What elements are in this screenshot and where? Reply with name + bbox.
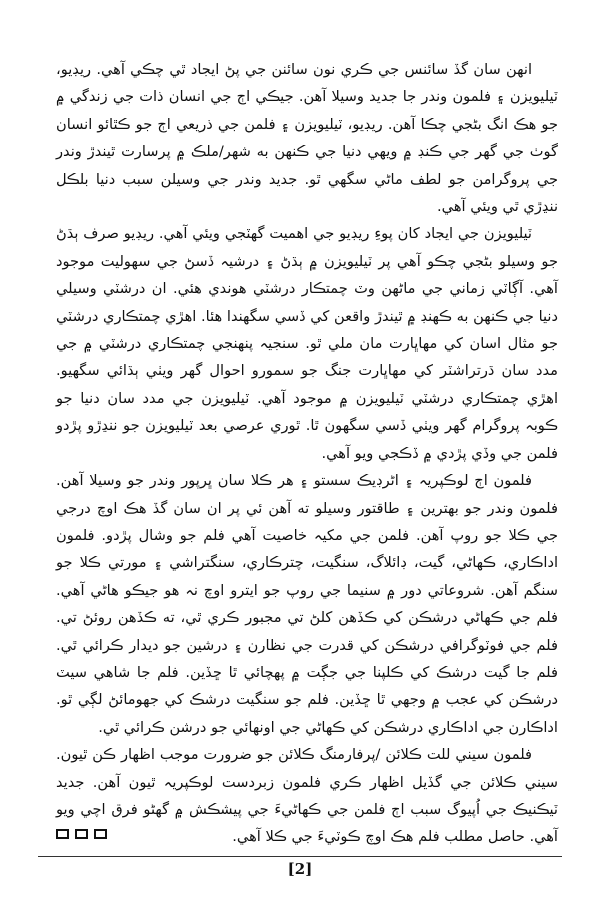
- paragraph-3: فلمون اڄ لوڪپريہ ۽ اڻرڊيڪ سستو ۽ هر ڪلا سان ڀرپور وندر جو وسيلا آهن. فلمون وندر جو بهترين ۽ طاقتور وسيلو ته آهن ئي پر ان سان گڏ هڪ اوچ درجي جي ڪلا جو روپ آهن. فلمن جي مکيہ خاصيت آهي فلم جو وشال پڙدو. فلمون اداڪاري، ڪهاڻي، گيت، ڊائلاگ، سنگيت، چترڪاري، سنگتراشي ۽ مورتي ڪلا جو سنگم آهن. شروعاتي دور ۾ سنيما جي روپ جو ايترو اوچ نہ هو جيڪو هاڻي آهي. فلم جي ڪهاڻي درشڪن کي ڪڏهن کلڻ تي مجبور ڪري ٿي، ته ڪڏهن روئڻ تي. فلم جي فوٽوگرافي درشڪن کي قدرت جي نظارن ۽ درشين جو ديدار ڪرائي ٿي. فلم جا گيت درشڪ کي ڪلپنا جي جڳت ۾ پهچائي ٿا ڇڏين. فلم جا شاهي سيٽ درشڪن کي عجب ۾ وجهي ٿا ڇڏين. فلم جو سنگيت درشڪ کي جهومائڻ لڳي ٿو. اداڪارن جي اداڪاري درشڪن کي ڪهاڻي جي اونهائي جو درشن ڪرائي ٿي.: [56, 472, 558, 736]
- page-number: [2]: [287, 860, 313, 878]
- square-icon: [75, 829, 88, 839]
- body-text: [56, 56, 558, 846]
- paragraph-2: ٽيليويزن جي ايجاد کان پوءِ ريڊيو جي اهميت گهٽجي ويئي آهي. ريڊيو صرف ٻڌڻ جو وسيلو بڻجي چڪو آهي پر ٽيليويزن ۾ ٻڌڻ ۽ درشيہ ڏسڻ جي سهوليت موجود آهي. آڳاٽي زماني جي ماڻهن وٽ چمتڪار درشٽي هوندي هئي. ان درشٽي وسيلي دنيا جي ڪنهن به ڪهنڊ ۾ ٿيندڙ واقعن کي ڏسي سگهندا هئا. اهڙي چمتڪاري درشٽي جو مثال اسان کي مهاڀارت مان ملي ٿو. سنجيہ پنهنجي چمتڪاري درشٽي ۾ جي مدد سان ڌرتراشٽر کي مهاڀارت جنگ جو سمورو احوال گهر ويٺي ٻڌائي سگهيو. اهڙي چمتڪاري درشٽي ٽيليويزن ۾ موجود آهي. ٽيليويزن جي مدد سان دنيا جو ڪوبہ پروگرام گهر ويٺي ڏسي سگهون ٿا. ٿوري عرصي بعد ٽيليويزن جو ننڍڙو پڙدو فلمن جي وڏي پڙدي ۾ ڏڪجي ويو آهي.: [56, 225, 558, 462]
- square-icon: [94, 829, 107, 839]
- square-icon: [56, 829, 69, 839]
- footer-divider: [38, 856, 562, 857]
- paragraph-4: فلمون سيني للت ڪلائن /پرفارمنگ ڪلائن جو ضرورت موجب اظهار ڪن ٿيون. سيني ڪلائن جي گڏيل اظهار ڪري فلمون زبردست لوڪپريہ ٿيون آهن. جديد ٽيڪنيڪ جي اُپيوگ سبب اڄ فلمن جي ڪهاڻيءَ جي پيشڪش ۾ گهڻو فرق اچي ويو آهي. حاصل مطلب فلم هڪ اوچ ڪوٽيءَ جي ڪلا آهي.: [56, 746, 558, 846]
- paragraph-1: انهن سان گڏ سائنس جي ڪري نون سائنن جي پڻ ايجاد ٿي چڪي آهي. ريڊيو، ٽيليويزن ۽ فلمون وندر جا جديد وسيلا آهن. جيڪي اڄ جي انسان ذات جي زندگي ۾ جو هڪ انگ بڻجي چڪا آهن. ريڊيو، ٽيليويزن ۽ فلمن جي ذريعي اڄ جو ڪٿائو انسان گوٺ جي گهر جي ڪنڊ ۾ ويهي دنيا جي ڪنهن به شهر/ملڪ ۾ پرسارت ٿيندڙ وندر جي پروگرامن جو لطف ماڻي سگهي ٿو. جديد وندر جي وسيلن سبب دنيا بلڪل ننڍڙي ٿي ويئي آهي.: [56, 61, 558, 216]
